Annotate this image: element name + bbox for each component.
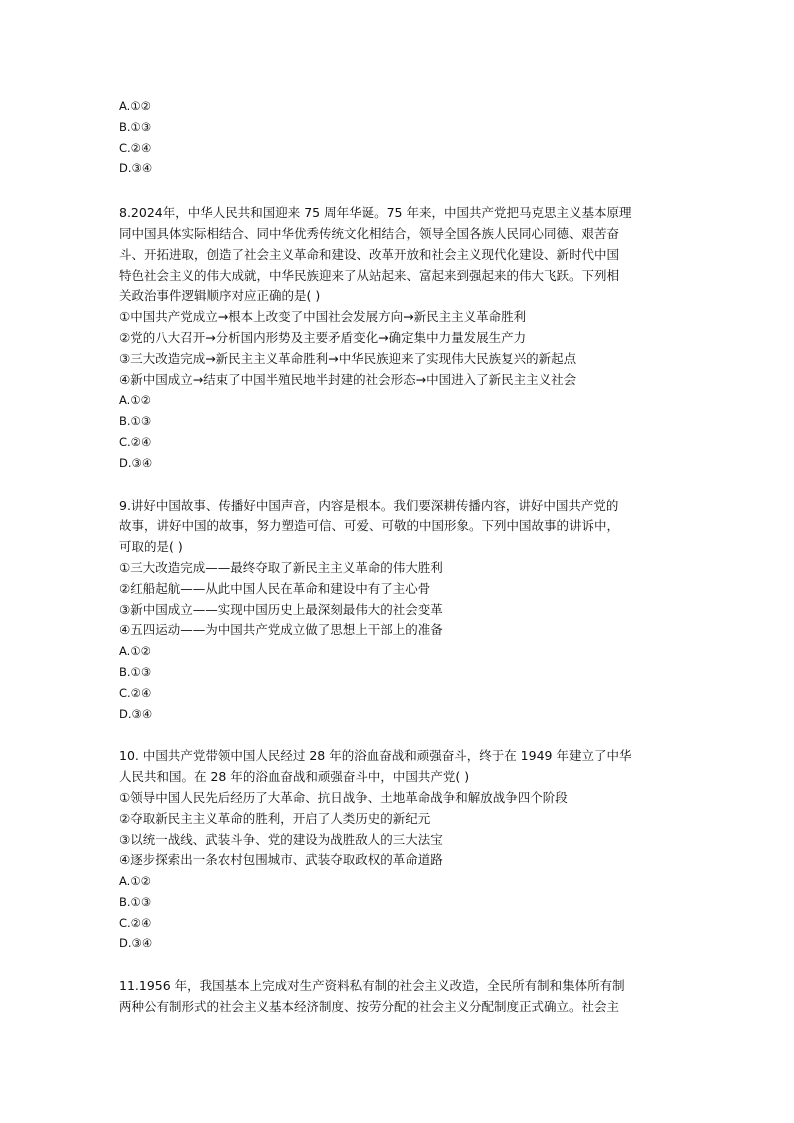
statement-item: ④五四运动——为中国共产党成立做了思想上干部上的准备 [119, 622, 443, 638]
option-c: C.②④ [119, 915, 152, 930]
question-11 [119, 976, 679, 1018]
option-a: A.①② [119, 644, 151, 659]
question-stem-line: 故事，讲好中国的故事，努力塑造可信、可爱、可敬的中国形象。下列中国故事的讲诉中， [119, 518, 620, 534]
option-c: C.②④ [119, 140, 152, 155]
statement-item: ③以统一战线、武装斗争、党的建设为战胜敌人的三大法宝 [119, 831, 443, 847]
question-stem-line: 可取的是( ) [119, 539, 183, 555]
statement-item: ②党的八大召开→分析国内形势及主要矛盾变化→确定集中力量发展生产力 [119, 329, 527, 345]
option-b: B.①③ [119, 119, 152, 134]
question-8 [119, 203, 679, 473]
question-stem-line: 特色社会主义的伟大成就，中华民族迎来了从站起来、富起来到强起来的伟大飞跃。下列相 [119, 267, 620, 283]
statement-item: ③三大改造完成→新民主主义革命胜利→中华民族迎来了实现伟大民族复兴的新起点 [119, 350, 577, 366]
question-stem-line: 8.2024年，中华人民共和国迎来 75 周年华诞。75 年来，中国共产党把马克思主义基本原理 [119, 205, 632, 221]
question-stem-line: 斗、开拓进取，创造了社会主义革命和建设、改革开放和社会主义现代化建设、新时代中国 [119, 246, 620, 262]
statement-item: ①三大改造完成——最终夺取了新民主主义革命的伟大胜利 [119, 559, 443, 575]
statement-item: ①领导中国人民先后经历了大革命、抗日战争、土地革命战争和解放战争四个阶段 [119, 789, 568, 805]
statement-item: ③新中国成立——实现中国历史上最深刻最伟大的社会变革 [119, 601, 443, 617]
question-stem-line: 9.讲好中国故事、传播好中国声音，内容是根本。我们要深耕传播内容，讲好中国共产党的 [119, 497, 619, 513]
option-b: B.①③ [119, 414, 152, 429]
question-stem-line: 人民共和国。在 28 年的浴血奋战和顽强奋斗中，中国共产党( ) [119, 769, 470, 785]
statement-item: ②红船起航——从此中国人民在革命和建设中有了主心骨 [119, 580, 431, 596]
statement-item: ④新中国成立→结束了中国半殖民地半封建的社会形态→中国进入了新民主主义社会 [119, 371, 577, 387]
prev-question-options [119, 96, 679, 179]
exam-page [119, 96, 679, 1018]
option-b: B.①③ [119, 664, 152, 679]
option-c: C.②④ [119, 434, 152, 449]
question-stem-line: 关政治事件逻辑顺序对应正确的是( ) [119, 288, 321, 304]
statement-item: ④逐步探索出一条农村包围城市、武装夺取政权的革命道路 [119, 852, 443, 868]
option-d: D.③④ [119, 706, 153, 721]
question-10 [119, 746, 679, 954]
option-a: A.①② [119, 874, 151, 889]
option-b: B.①③ [119, 894, 152, 909]
question-stem-line: 10. 中国共产党带领中国人民经过 28 年的浴血奋战和顽强奋斗，终于在 1949 年建立了中华 [119, 748, 632, 764]
option-d: D.③④ [119, 455, 153, 470]
option-a: A.①② [119, 393, 151, 408]
question-stem-line: 两种公有制形式的社会主义基本经济制度、按劳分配的社会主义分配制度正式确立。社会主 [119, 999, 620, 1015]
question-stem-line: 同中国具体实际相结合、同中华优秀传统文化相结合，领导全国各族人民同心同德、艰苦奋 [119, 225, 620, 241]
option-d: D.③④ [119, 161, 153, 176]
option-c: C.②④ [119, 685, 152, 700]
question-stem-line: 11.1956 年，我国基本上完成对生产资料私有制的社会主义改造，全民所有制和集体所有制 [119, 978, 625, 994]
option-d: D.③④ [119, 936, 153, 951]
statement-item: ②夺取新民主主义革命的胜利，开启了人类历史的新纪元 [119, 810, 431, 826]
option-a: A.①② [119, 99, 151, 113]
question-9 [119, 496, 679, 725]
statement-item: ①中国共产党成立→根本上改变了中国社会发展方向→新民主主义革命胜利 [119, 309, 527, 325]
